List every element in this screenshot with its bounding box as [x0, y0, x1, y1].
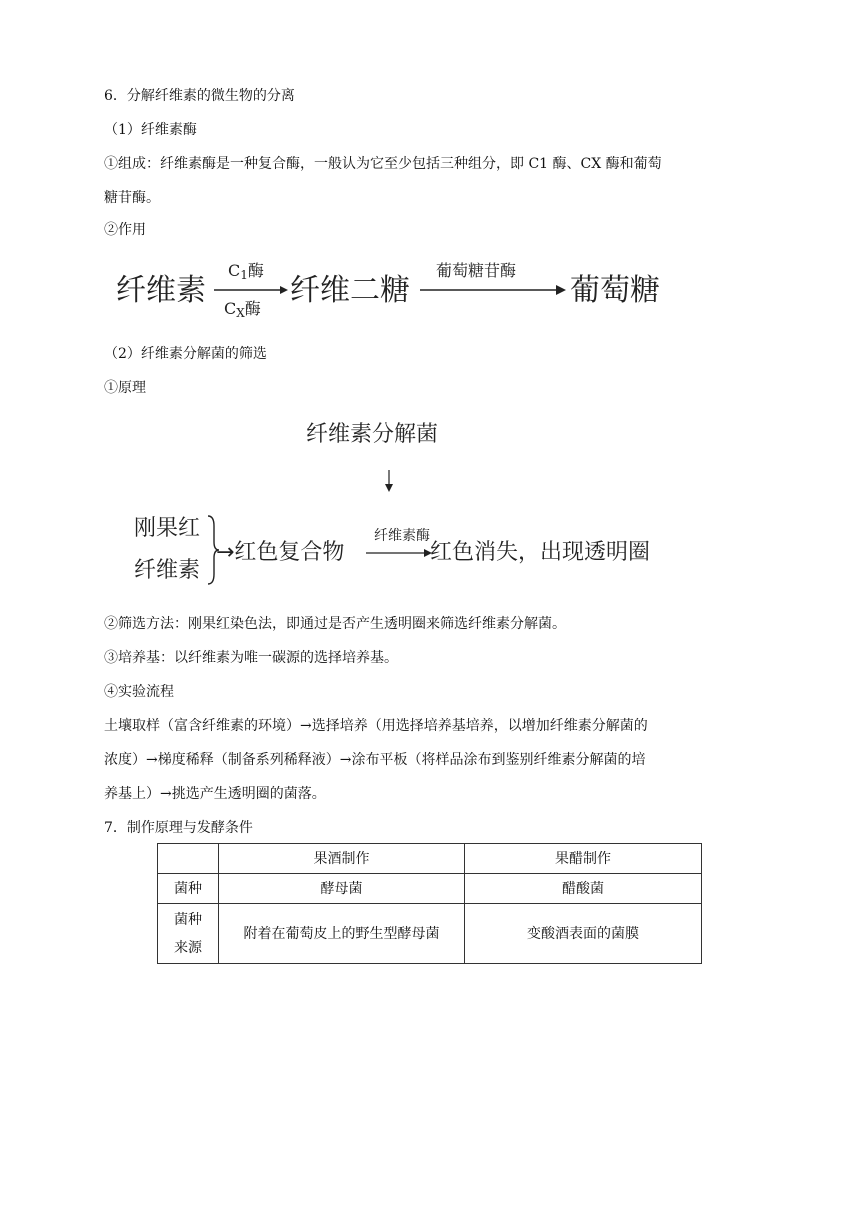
table-cell: 变酸酒表面的菌膜: [465, 904, 702, 964]
table-header-vinegar: 果醋制作: [465, 844, 702, 874]
enzyme-arrow: [366, 548, 432, 558]
cellulose-label: 纤维素: [134, 558, 201, 583]
procedure-line-1: 土壤取样（富含纤维素的环境）→选择培养（用选择培养基培养，以增加纤维素分解菌的: [104, 718, 648, 734]
down-arrow: [383, 470, 395, 492]
subsection-screening: （2）纤维素分解菌的筛选: [104, 346, 267, 362]
table-header-row: [158, 844, 702, 874]
cellulase-label: 纤维素酶: [374, 528, 430, 544]
row-label-line: 来源: [174, 939, 202, 956]
table-row: [158, 874, 702, 904]
table-row-label: [158, 904, 219, 964]
table-row: [158, 904, 702, 964]
section6-title: 6．分解纤维素的微生物的分离: [104, 88, 295, 104]
principle-label: ①原理: [104, 380, 146, 396]
culture-medium: ③培养基：以纤维素为唯一碳源的选择培养基。: [104, 650, 398, 666]
red-complex: →红色复合物: [216, 540, 345, 565]
procedure-line-2: 浓度）→梯度稀释（制备系列稀释液）→涂布平板（将样品涂布到鉴别纤维素分解菌的培: [104, 752, 646, 768]
table-row-label: 菌种: [158, 874, 219, 904]
cellulose-decomposing-bacteria: 纤维素分解菌: [306, 422, 439, 447]
principle-diagram: [128, 418, 688, 590]
substrate-cellulose: 纤维素: [116, 273, 206, 308]
reaction-arrow-2: [420, 284, 566, 296]
congo-red: 刚果红: [134, 516, 201, 541]
screening-method: ②筛选方法：刚果红染色法，即通过是否产生透明圈来筛选纤维素分解菌。: [104, 616, 566, 632]
row-label-line: 菌种: [174, 911, 202, 928]
function-label: ②作用: [104, 222, 146, 238]
fermentation-table: [157, 843, 702, 964]
enzyme-glucosidase: 葡萄糖苷酶: [436, 261, 517, 280]
cellulase-reaction-diagram: [110, 256, 670, 330]
composition-line-1: ①组成：纤维素酶是一种复合酶，一般认为它至少包括三种组分，即 C1 酶、CX 酶和葡萄: [104, 156, 662, 172]
table-cell: [158, 844, 219, 874]
procedure-line-3: 养基上）→挑选产生透明圈的菌落。: [104, 786, 326, 802]
table-cell: 醋酸菌: [465, 874, 702, 904]
enzyme-c1: $C_1$酶: [228, 261, 264, 282]
section7-title: 7．制作原理与发酵条件: [104, 820, 253, 836]
table-cell: 酵母菌: [219, 874, 465, 904]
reaction-arrow-1: [214, 284, 288, 296]
table-header-wine: 果酒制作: [219, 844, 465, 874]
intermediate-cellobiose: 纤维二糖: [290, 273, 410, 308]
procedure-label: ④实验流程: [104, 684, 174, 700]
table-cell: 附着在葡萄皮上的野生型酵母菌: [219, 904, 465, 964]
subsection-cellulase: （1）纤维素酶: [104, 122, 197, 138]
enzyme-cx: $C_X$酶: [224, 299, 261, 320]
composition-line-2: 糖苷酶。: [104, 190, 160, 206]
product-glucose: 葡萄糖: [570, 273, 660, 308]
result-text: 红色消失，出现透明圈: [430, 540, 651, 565]
